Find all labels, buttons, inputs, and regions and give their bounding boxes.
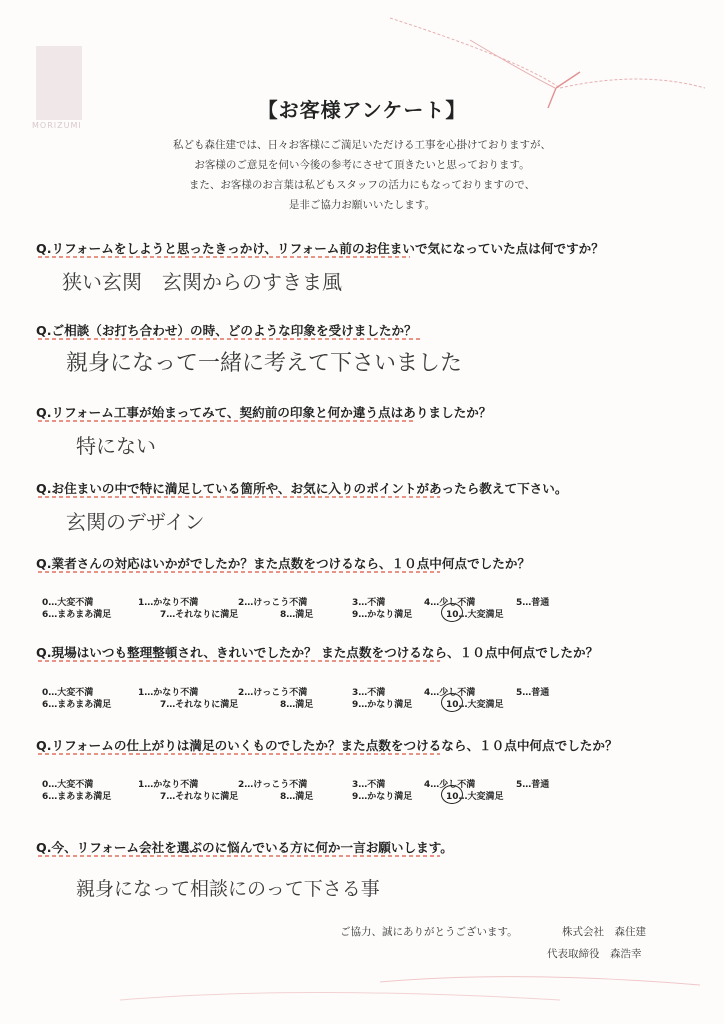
option-4: 4…少し不満 [424,598,476,608]
answer-8: 親身になって相談にのって下さる事 [76,878,380,900]
representative: 代表取締役 森浩幸 [547,948,642,960]
option-3: 3…不満 [352,688,386,698]
option-9: 9…かなり満足 [352,610,413,620]
intro-line-4: 是非ご協力お願いいたします。 [288,199,436,211]
survey-title: 【お客様アンケート】 [257,98,467,122]
option-2: 2…けっこう不満 [238,780,308,790]
option-0: 0…大変不満 [42,598,94,608]
option-1: 1…かなり不満 [138,780,199,790]
option-4: 4…少し不満 [424,780,476,790]
question-4: Q.お住まいの中で特に満足している箇所や、お気に入りのポイントがあったら教えて下さい。 [36,481,568,496]
option-4: 4…少し不満 [424,688,476,698]
intro-line-1: 私ども森住建では、日々お客様にご満足いただける工事を心掛けておりますが、 [173,139,551,151]
option-7: 7…それなりに満足 [160,700,239,710]
option-3: 3…不満 [352,598,386,608]
option-9: 9…かなり満足 [352,700,413,710]
question-6: Q.現場はいつも整理整頓され、きれいでしたか？ また点数をつけるなら、１０点中何点でしたか？ [36,645,599,660]
company-name: 株式会社 森住建 [562,926,646,938]
option-10: 10…大変満足 [446,610,504,620]
option-10: 10…大変満足 [446,792,504,802]
question-7: Q.リフォームの仕上がりは満足のいくものでしたか？また点数をつけるなら、１０点中何点でしたか？ [36,738,618,753]
option-9: 9…かなり満足 [352,792,413,802]
option-6: 6…まあまあ満足 [42,610,112,620]
option-8: 8…満足 [280,610,314,620]
option-5: 5…普通 [516,688,550,698]
question-3: Q.リフォーム工事が始まってみて、契約前の印象と何か違う点はありましたか？ [36,405,492,420]
option-10: 10…大変満足 [446,700,504,710]
intro-line-2: お客様のご意見を伺い今後の参考にさせて頂きたいと思っております。 [194,159,530,171]
option-1: 1…かなり不満 [138,598,199,608]
option-8: 8…満足 [280,700,314,710]
option-1: 1…かなり不満 [138,688,199,698]
answer-1: 狭い玄関 玄関からのすきま風 [62,270,342,294]
question-1: Q.リフォームをしようと思ったきっかけ、リフォーム前のお住まいで気になっていた点は何ですか？ [36,241,604,256]
question-8: Q.今、リフォーム会社を選ぶのに悩んでいる方に何か一言お願いします。 [36,840,453,855]
option-5: 5…普通 [516,780,550,790]
option-8: 8…満足 [280,792,314,802]
option-6: 6…まあまあ満足 [42,792,112,802]
option-7: 7…それなりに満足 [160,610,239,620]
answer-2: 親身になって一緒に考えて下さいました [66,351,463,376]
answer-3: 特にない [76,434,156,458]
option-0: 0…大変不満 [42,780,94,790]
option-2: 2…けっこう不満 [238,688,308,698]
option-5: 5…普通 [516,598,550,608]
thanks-text: ご協力、誠にありがとうございます。 [340,926,518,938]
option-2: 2…けっこう不満 [238,598,308,608]
answer-4: 玄関のデザイン [66,510,205,534]
question-5: Q.業者さんの対応はいかがでしたか？また点数をつけるなら、１０点中何点でしたか？ [36,556,531,571]
option-6: 6…まあまあ満足 [42,700,112,710]
option-0: 0…大変不満 [42,688,94,698]
option-3: 3…不満 [352,780,386,790]
intro-line-3: また、お客様のお言葉は私どもスタッフの活力にもなっておりますので、 [188,179,536,191]
company-logo-text: MORIZUMI [32,121,82,130]
option-7: 7…それなりに満足 [160,792,239,802]
question-2: Q.ご相談（お打ち合わせ）の時、どのような印象を受けましたか？ [36,323,417,338]
